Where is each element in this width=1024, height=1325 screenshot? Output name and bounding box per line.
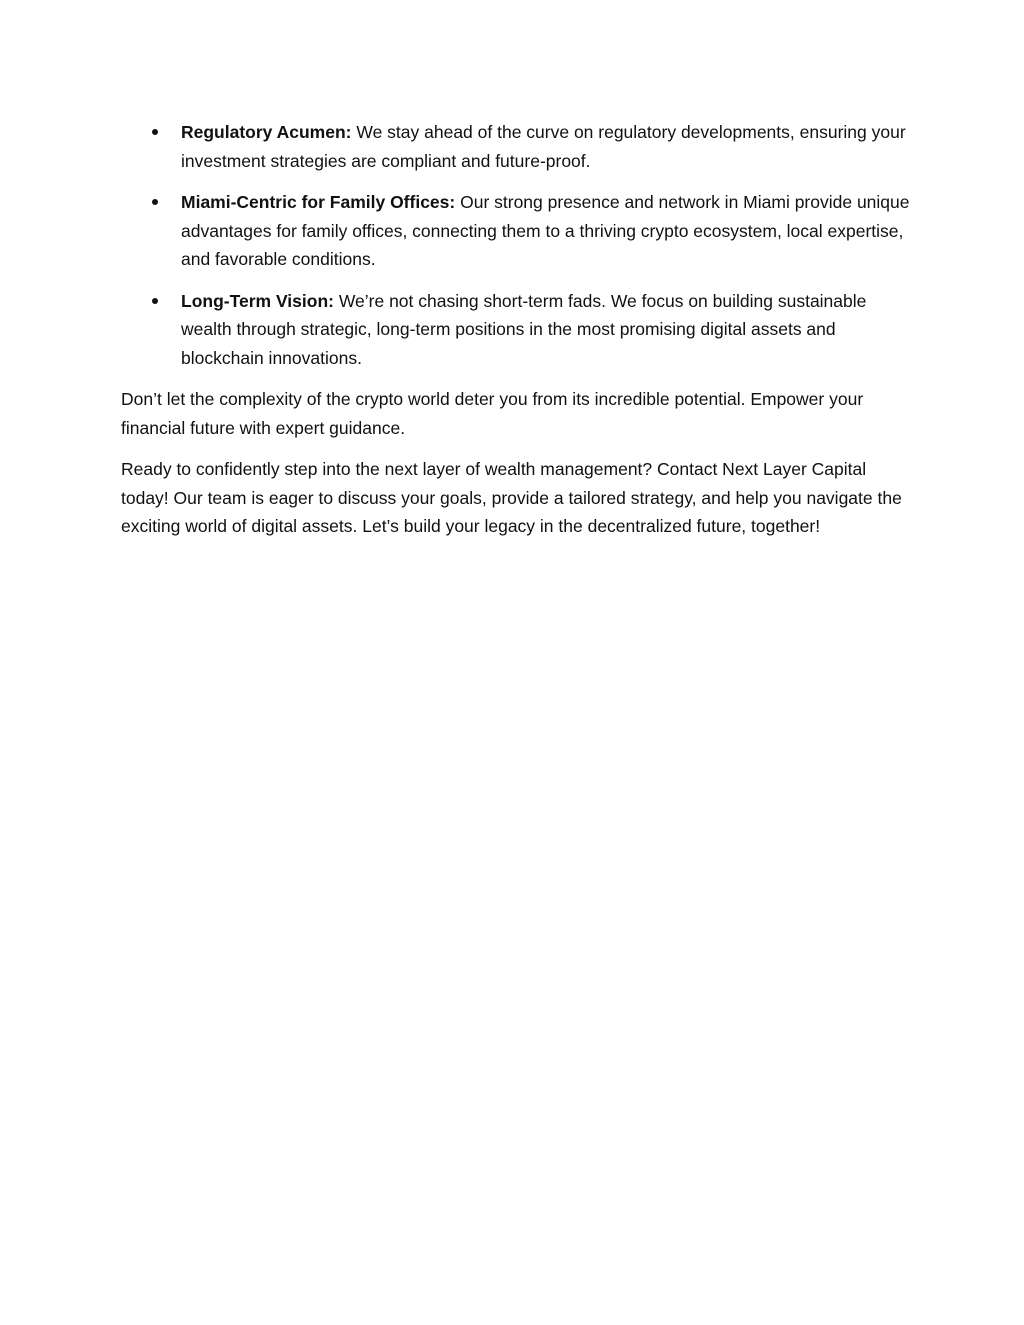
body-paragraph: Ready to confidently step into the next layer of wealth management? Contact Next Layer Capital today! Our team is eager to discuss your goals, provide a tailored strategy, and help you navigate the exciting world of digital assets. Let’s build your legacy in the decentralized future, together! xyxy=(121,459,902,536)
list-item-term: Long-Term Vision: xyxy=(181,290,334,311)
body-paragraph: Don’t let the complexity of the crypto world deter you from its incredible potential. Empower your financial future with expert guidance. xyxy=(121,389,864,438)
list-item-text: Our strong presence and network in Miami provide unique advantages for family offices, connecting them to a thriving crypto ecosystem, local expertise, and favorable conditions. xyxy=(181,192,910,269)
list-item xyxy=(121,118,911,175)
list-item-text: We stay ahead of the curve on regulatory developments, ensuring your investment strategies are compliant and future-proof. xyxy=(181,122,906,171)
list-item-term: Regulatory Acumen: xyxy=(181,122,352,142)
list-item-term: Miami-Centric for Family Offices: xyxy=(181,192,456,212)
bullet-icon xyxy=(152,129,158,135)
list-item xyxy=(121,287,911,373)
document-page xyxy=(121,118,911,554)
list-item-text: We’re not chasing short-term fads. We focus on building sustainable wealth through strategic, long-term positions in the most promising digital assets and blockchain innovations. xyxy=(181,290,867,368)
list-item xyxy=(121,188,911,274)
bullet-icon xyxy=(152,298,158,304)
bullet-icon xyxy=(152,199,158,205)
feature-list xyxy=(121,118,911,372)
